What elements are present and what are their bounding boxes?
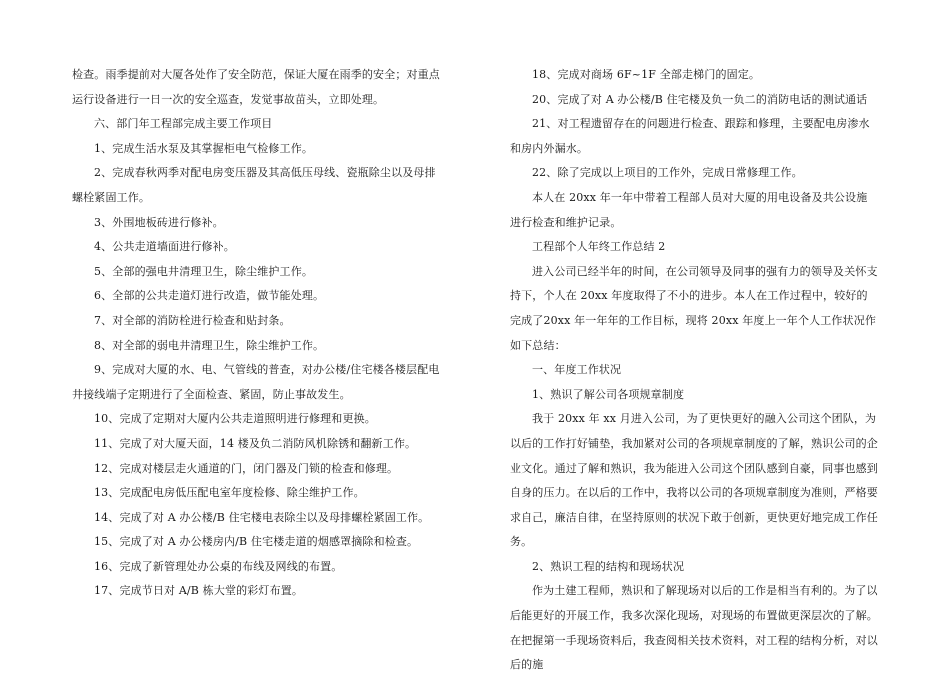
paragraph: 检查。雨季提前对大厦各处作了安全防范，保证大厦在雨季的安全；对重点运行设备进行一日一次的安全巡查，发觉事故苗头，立即处理。	[72, 68, 440, 106]
paragraph: 14、完成了对 A 办公楼/B 住宅楼电表除尘以及母排螺栓紧固工作。	[94, 510, 430, 524]
paragraph: 1、熟识了解公司各项规章制度	[532, 387, 685, 401]
paragraph: 20、完成了对 A 办公楼/B 住宅楼及负一负二的消防电话的测试通话	[532, 92, 868, 106]
paragraph: 13、完成配电房低压配电室年度检修、除尘维护工作。	[94, 486, 365, 500]
paragraph: 9、完成对大厦的水、电、气管线的普查，对办公楼/住宅楼各楼层配电井接线端子定期进行了全面检查、紧固，防止事故发生。	[72, 363, 440, 401]
paragraph: 10、完成了定期对大厦内公共走道照明进行修理和更换。	[94, 412, 376, 426]
paragraph: 3、外围地板砖进行修补。	[94, 215, 224, 229]
paragraph: 一、年度工作状况	[532, 363, 622, 377]
paragraph: 工程部个人年终工作总结 2	[532, 240, 666, 254]
left-text-column	[72, 63, 444, 604]
paragraph: 4、公共走道墙面进行修补。	[94, 240, 235, 254]
paragraph: 进入公司已经半年的时间，在公司领导及同事的强有力的领导及关怀支持下，个人在 20xx 年度取得了不小的进步。本人在工作过程中，较好的完成了20xx 年一年年的工作目标，现将 20xx 年度上一年个人工作状况作如下总结：	[510, 264, 878, 352]
paragraph: 我于 20xx 年 xx 月进入公司，为了更快更好的融入公司这个团队，为以后的工作打好铺垫，我加紧对公司的各项规章制度的了解，熟识公司的企业文化。通过了解和熟识，我为能进入公司这个团队感到自豪，同事也感到自身的压力。在以后的工作中，我将以公司的各项规章制度为准则，严格要求自己，廉洁自律，在坚持原则的状况下敢于创新，更快更好地完成工作任务。	[510, 412, 878, 549]
right-text-column	[510, 63, 878, 678]
paragraph: 5、全部的强电井清理卫生，除尘维护工作。	[94, 264, 313, 278]
paragraph: 17、完成节日对 A/B 栋大堂的彩灯布置。	[94, 584, 304, 598]
paragraph: 1、完成生活水泵及其掌握柜电气检修工作。	[94, 141, 313, 155]
paragraph: 2、完成春秋两季对配电房变压器及其高低压母线、瓷瓶除尘以及母排螺栓紧固工作。	[72, 166, 436, 204]
paragraph: 8、对全部的弱电井清理卫生，除尘维护工作。	[94, 338, 325, 352]
paragraph: 6、全部的公共走道灯进行改造，做节能处理。	[94, 289, 325, 303]
paragraph: 21、对工程遗留存在的问题进行检查、跟踪和修理，主要配电房渗水和房内外漏水。	[510, 117, 870, 155]
paragraph: 12、完成对楼层走火通道的门，闭门器及门锁的检查和修理。	[94, 461, 399, 475]
paragraph: 18、完成对商场 6F~1F 全部走梯门的固定。	[532, 68, 761, 81]
paragraph: 11、完成了对大厦天面，14 楼及负二消防风机除锈和翻新工作。	[94, 436, 417, 450]
paragraph: 15、完成了对 A 办公楼房内/B 住宅楼走道的烟感罩摘除和检查。	[94, 535, 419, 549]
paragraph: 22、除了完成以上项目的工作外，完成日常修理工作。	[532, 166, 803, 180]
paragraph: 7、对全部的消防栓进行检查和贴封条。	[94, 313, 291, 327]
paragraph: 作为土建工程师，熟识和了解现场对以后的工作是相当有利的。为了以后能更好的开展工作，我多次深化现场，对现场的布置做更深层次的了解。在把握第一手现场资料后，我查阅相关技术资料，对工程的结构分析，对以后的施	[510, 584, 878, 672]
paragraph: 16、完成了新管理处办公桌的布线及网线的布置。	[94, 559, 343, 573]
paragraph: 本人在 20xx 年一年中带着工程部人员对大厦的用电设备及共公设施进行检查和维护记录。	[510, 190, 868, 229]
paragraph: 2、熟识工程的结构和现场状况	[532, 559, 685, 573]
paragraph: 六、部门年工程部完成主要工作项目	[94, 117, 273, 131]
